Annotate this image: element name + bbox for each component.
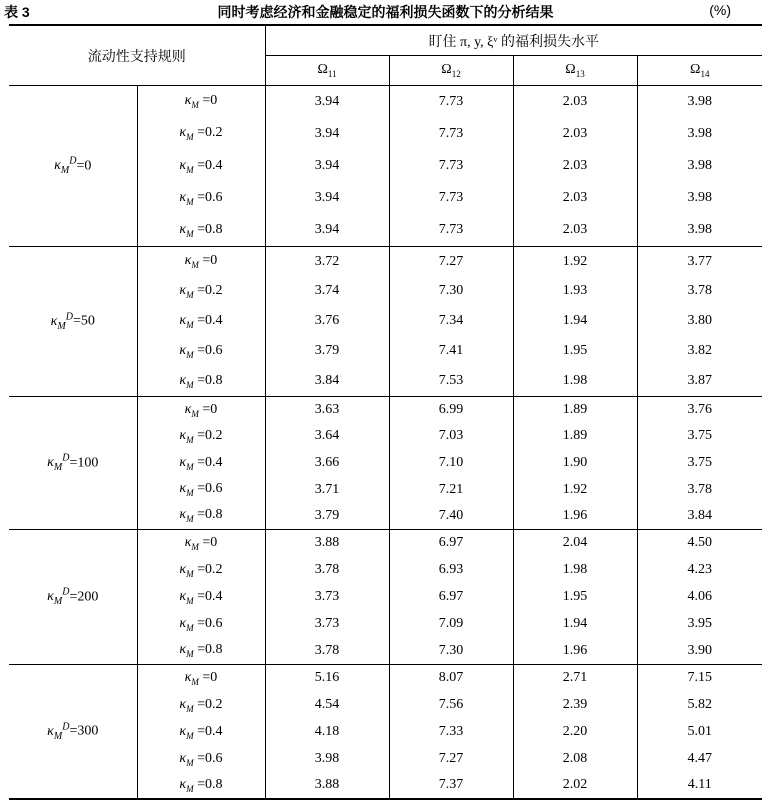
value-cell: 5.01 [637, 718, 762, 745]
value-cell: 1.89 [513, 423, 637, 450]
value-cell: 1.95 [513, 336, 637, 366]
value-cell: 7.34 [389, 306, 513, 336]
value-cell: 3.98 [637, 118, 762, 150]
value-cell: 3.78 [637, 476, 762, 503]
value-cell: 3.71 [265, 476, 389, 503]
value-cell: 7.73 [389, 182, 513, 214]
value-cell: 7.33 [389, 718, 513, 745]
value-cell: 1.89 [513, 396, 637, 423]
kappa-label: $\kappa_M =0.4$ [137, 583, 265, 610]
table-row [9, 246, 762, 276]
value-cell: 7.30 [389, 276, 513, 306]
value-cell: 3.78 [265, 637, 389, 664]
group-label: $\kappa_M^D=200$ [9, 529, 137, 664]
value-cell: 3.76 [265, 306, 389, 336]
value-cell: 1.94 [513, 306, 637, 336]
table-row [9, 664, 762, 691]
kappa-label: $\kappa_M =0$ [137, 86, 265, 118]
kappa-label: $\kappa_M =0.8$ [137, 366, 265, 396]
value-cell: 3.84 [637, 503, 762, 530]
value-cell: 7.56 [389, 691, 513, 718]
value-cell: 7.73 [389, 150, 513, 182]
value-cell: 3.87 [637, 366, 762, 396]
value-cell: 3.98 [637, 182, 762, 214]
value-cell: 3.77 [637, 246, 762, 276]
value-cell: 3.95 [637, 610, 762, 637]
value-cell: 5.82 [637, 691, 762, 718]
value-cell: 7.73 [389, 118, 513, 150]
value-cell: 7.53 [389, 366, 513, 396]
value-cell: 3.79 [265, 503, 389, 530]
value-cell: 7.37 [389, 772, 513, 799]
value-cell: 3.88 [265, 529, 389, 556]
value-cell: 2.08 [513, 745, 637, 772]
value-cell: 3.73 [265, 583, 389, 610]
value-cell: 2.03 [513, 86, 637, 118]
table-number: 表 3 [4, 4, 30, 20]
value-cell: 5.16 [265, 664, 389, 691]
value-cell: 7.40 [389, 503, 513, 530]
value-cell: 1.96 [513, 503, 637, 530]
value-cell: 3.80 [637, 306, 762, 336]
value-cell: 3.98 [637, 214, 762, 246]
table-unit: (%) [709, 2, 731, 18]
value-cell: 7.30 [389, 637, 513, 664]
value-cell: 7.41 [389, 336, 513, 366]
value-cell: 2.03 [513, 118, 637, 150]
kappa-label: $\kappa_M =0.8$ [137, 637, 265, 664]
value-cell: 3.76 [637, 396, 762, 423]
kappa-label: $\kappa_M =0.6$ [137, 182, 265, 214]
value-cell: 4.23 [637, 556, 762, 583]
value-cell: 3.94 [265, 150, 389, 182]
value-cell: 3.94 [265, 86, 389, 118]
col-header-omega14: $\Omega_{14}$ [637, 56, 762, 86]
value-cell: 4.50 [637, 529, 762, 556]
value-cell: 8.07 [389, 664, 513, 691]
value-cell: 4.47 [637, 745, 762, 772]
value-cell: 6.97 [389, 529, 513, 556]
group-header: 盯住 π, y, ξᵛ 的福利损失水平 [265, 25, 762, 56]
table-caption [0, 0, 771, 22]
value-cell: 7.27 [389, 745, 513, 772]
value-cell: 7.03 [389, 423, 513, 450]
value-cell: 1.94 [513, 610, 637, 637]
value-cell: 3.98 [265, 745, 389, 772]
value-cell: 1.96 [513, 637, 637, 664]
value-cell: 3.63 [265, 396, 389, 423]
kappa-label: $\kappa_M =0.2$ [137, 118, 265, 150]
kappa-label: $\kappa_M =0.6$ [137, 745, 265, 772]
value-cell: 4.11 [637, 772, 762, 799]
value-cell: 3.78 [637, 276, 762, 306]
value-cell: 2.71 [513, 664, 637, 691]
value-cell: 2.20 [513, 718, 637, 745]
value-cell: 6.99 [389, 396, 513, 423]
group-label: $\kappa_M^D=300$ [9, 664, 137, 799]
value-cell: 1.92 [513, 246, 637, 276]
value-cell: 7.73 [389, 214, 513, 246]
kappa-label: $\kappa_M =0$ [137, 246, 265, 276]
value-cell: 3.98 [637, 86, 762, 118]
value-cell: 3.66 [265, 450, 389, 477]
table-title: 同时考虑经济和金融稳定的福利损失函数下的分析结果 [217, 4, 554, 20]
value-cell: 1.90 [513, 450, 637, 477]
kappa-label: $\kappa_M =0.4$ [137, 718, 265, 745]
kappa-label: $\kappa_M =0.6$ [137, 476, 265, 503]
rule-label-header: 流动性支持规则 [87, 47, 186, 64]
table-body [9, 86, 762, 800]
value-cell: 3.94 [265, 214, 389, 246]
value-cell: 4.54 [265, 691, 389, 718]
value-cell: 3.94 [265, 118, 389, 150]
value-cell: 3.73 [265, 610, 389, 637]
kappa-label: $\kappa_M =0.4$ [137, 450, 265, 477]
kappa-label: $\kappa_M =0$ [137, 396, 265, 423]
value-cell: 3.98 [637, 150, 762, 182]
value-cell: 1.93 [513, 276, 637, 306]
value-cell: 4.18 [265, 718, 389, 745]
value-cell: 2.39 [513, 691, 637, 718]
kappa-label: $\kappa_M =0.6$ [137, 610, 265, 637]
value-cell: 6.97 [389, 583, 513, 610]
value-cell: 7.27 [389, 246, 513, 276]
kappa-label: $\kappa_M =0.4$ [137, 150, 265, 182]
value-cell: 3.84 [265, 366, 389, 396]
value-cell: 3.72 [265, 246, 389, 276]
value-cell: 6.93 [389, 556, 513, 583]
value-cell: 3.90 [637, 637, 762, 664]
kappa-label: $\kappa_M =0.8$ [137, 214, 265, 246]
value-cell: 4.06 [637, 583, 762, 610]
value-cell: 3.74 [265, 276, 389, 306]
value-cell: 3.82 [637, 336, 762, 366]
results-table [9, 24, 762, 800]
kappa-label: $\kappa_M =0.2$ [137, 276, 265, 306]
value-cell: 2.03 [513, 150, 637, 182]
kappa-label: $\kappa_M =0.8$ [137, 503, 265, 530]
table-row [9, 529, 762, 556]
value-cell: 3.64 [265, 423, 389, 450]
value-cell: 7.73 [389, 86, 513, 118]
value-cell: 3.79 [265, 336, 389, 366]
value-cell: 3.88 [265, 772, 389, 799]
value-cell: 1.98 [513, 556, 637, 583]
kappa-label: $\kappa_M =0.4$ [137, 306, 265, 336]
kappa-label: $\kappa_M =0.2$ [137, 556, 265, 583]
kappa-label: $\kappa_M =0$ [137, 529, 265, 556]
value-cell: 7.21 [389, 476, 513, 503]
kappa-label: $\kappa_M =0.2$ [137, 691, 265, 718]
group-label: $\kappa_M^D=100$ [9, 396, 137, 529]
value-cell: 1.98 [513, 366, 637, 396]
col-header-omega12: $\Omega_{12}$ [389, 56, 513, 86]
value-cell: 2.02 [513, 772, 637, 799]
value-cell: 3.75 [637, 423, 762, 450]
col-header-omega11: $\Omega_{11}$ [265, 56, 389, 86]
value-cell: 7.10 [389, 450, 513, 477]
value-cell: 7.15 [637, 664, 762, 691]
table-row [9, 396, 762, 423]
value-cell: 3.78 [265, 556, 389, 583]
value-cell: 2.03 [513, 214, 637, 246]
group-label: $\kappa_M^D=0$ [9, 86, 137, 247]
value-cell: 7.09 [389, 610, 513, 637]
kappa-label: $\kappa_M =0.8$ [137, 772, 265, 799]
value-cell: 2.03 [513, 182, 637, 214]
value-cell: 1.92 [513, 476, 637, 503]
value-cell: 2.04 [513, 529, 637, 556]
kappa-label: $\kappa_M =0.6$ [137, 336, 265, 366]
value-cell: 1.95 [513, 583, 637, 610]
kappa-label: $\kappa_M =0.2$ [137, 423, 265, 450]
col-header-omega13: $\Omega_{13}$ [513, 56, 637, 86]
kappa-label: $\kappa_M =0$ [137, 664, 265, 691]
value-cell: 3.94 [265, 182, 389, 214]
group-label: $\kappa_M^D=50$ [9, 246, 137, 396]
value-cell: 3.75 [637, 450, 762, 477]
table-row [9, 86, 762, 118]
